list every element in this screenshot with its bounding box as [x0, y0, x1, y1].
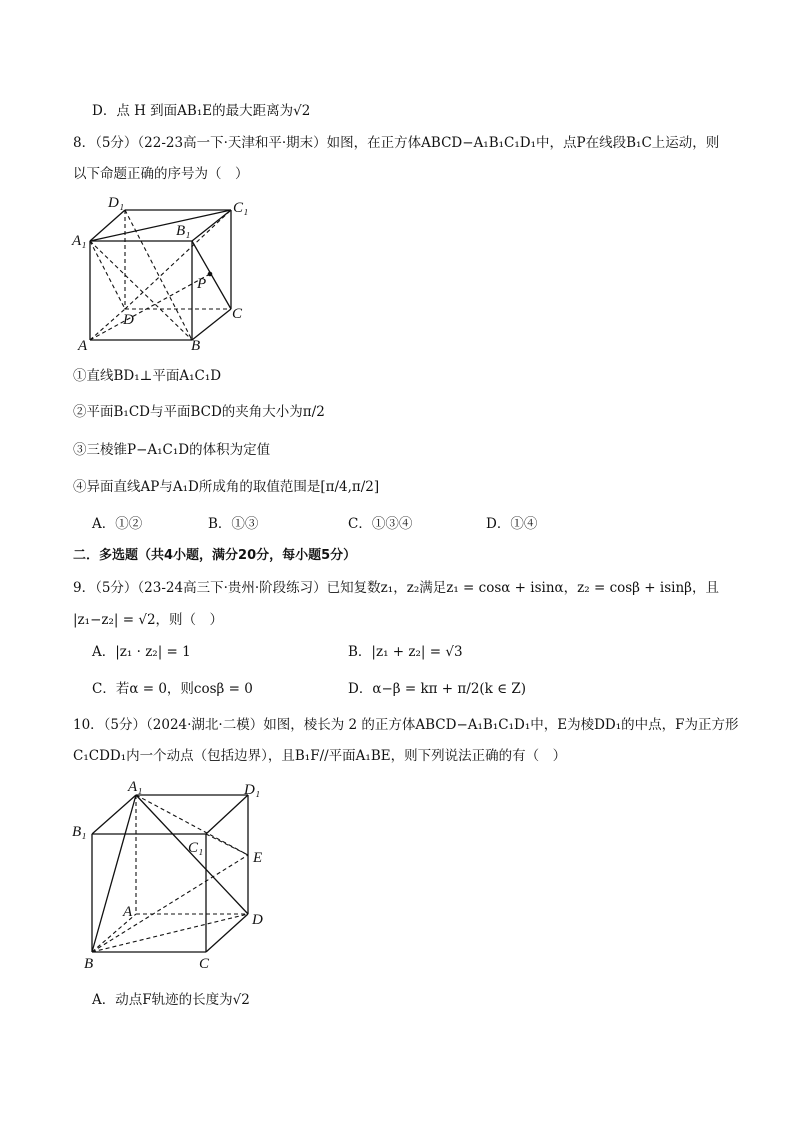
q8-stem-line2: 以下命题正确的序号为（ ）	[73, 166, 249, 182]
q8-option-c: C．①③④	[348, 516, 413, 532]
q9-stem-line2: |z₁−z₂| = √2，则（ ）	[73, 612, 224, 628]
q8-label-p: P	[197, 276, 207, 292]
q10-cube-figure	[70, 780, 280, 975]
q9-option-a: A．|z₁ · z₂| = 1	[92, 644, 191, 660]
q10-label-b: B	[84, 956, 94, 972]
q10-label-a1: A₁	[128, 780, 143, 795]
q10-label-e: E	[253, 850, 263, 866]
q10-label-d1: D₁	[244, 782, 261, 798]
q10-label-a: A	[123, 904, 133, 920]
q8-statement-2: ②平面B₁CD与平面BCD的夹角大小为π/2	[73, 404, 325, 420]
q10-label-d: D	[252, 912, 263, 928]
q8-option-d: D．①④	[486, 516, 538, 532]
q8-option-b: B．①③	[208, 516, 259, 532]
q10-option-a: A．动点F轨迹的长度为√2	[92, 992, 250, 1008]
q9-option-d: D．α−β = kπ + π/2(k ∈ Z)	[348, 681, 527, 697]
q10-label-c1: C₁	[188, 840, 204, 856]
q10-label-c: C	[199, 956, 210, 972]
q9-stem-line1: 9．（5分）（23-24高三下·贵州·阶段练习）已知复数z₁，z₂满足z₁ = cosα + isinα，z₂ = cosβ + isinβ，且	[73, 580, 719, 596]
q9-option-b: B．|z₁ + z₂| = √3	[348, 644, 463, 660]
q8-statement-1: ①直线BD₁⊥平面A₁C₁D	[73, 368, 222, 384]
q8-label-d: D	[123, 312, 134, 328]
q7-option-d: D．点 H 到面AB₁E的最大距离为√2	[92, 103, 311, 119]
q8-point-p-dot	[208, 272, 213, 277]
q8-label-a: A	[78, 338, 88, 354]
q8-label-c: C	[232, 306, 243, 322]
q10-label-b1: B₁	[72, 824, 87, 840]
q8-label-d1: D₁	[108, 195, 125, 211]
q8-label-b1: B₁	[176, 223, 191, 239]
q8-option-a: A．①②	[92, 516, 143, 532]
q8-label-b: B	[191, 338, 201, 354]
q9-option-c: C．若α = 0，则cosβ = 0	[92, 681, 253, 697]
q10-stem-line1: 10．（5分）（2024·湖北·二模）如图，棱长为 2 的正方体ABCD−A₁B₁C₁D₁中，E为棱DD₁的中点，F为正方形	[73, 717, 739, 733]
q8-label-a1: A₁	[72, 233, 87, 249]
q8-label-c1: C₁	[233, 200, 249, 216]
q8-stem-line1: 8．（5分）（22-23高一下·天津和平·期末）如图，在正方体ABCD−A₁B₁C₁D₁中，点P在线段B₁C上运动，则	[73, 135, 720, 151]
q10-stem-line2: C₁CDD₁内一个动点（包括边界），且B₁F//平面A₁BE，则下列说法正确的有（ ）	[73, 748, 567, 764]
section2-heading: 二．多选题（共4小题，满分20分，每小题5分）	[73, 548, 357, 563]
q8-cube-figure	[70, 190, 260, 355]
q8-statement-3: ③三棱锥P−A₁C₁D的体积为定值	[73, 442, 271, 458]
q8-statement-4: ④异面直线AP与A₁D所成角的取值范围是[π/4,π/2]	[73, 479, 380, 495]
